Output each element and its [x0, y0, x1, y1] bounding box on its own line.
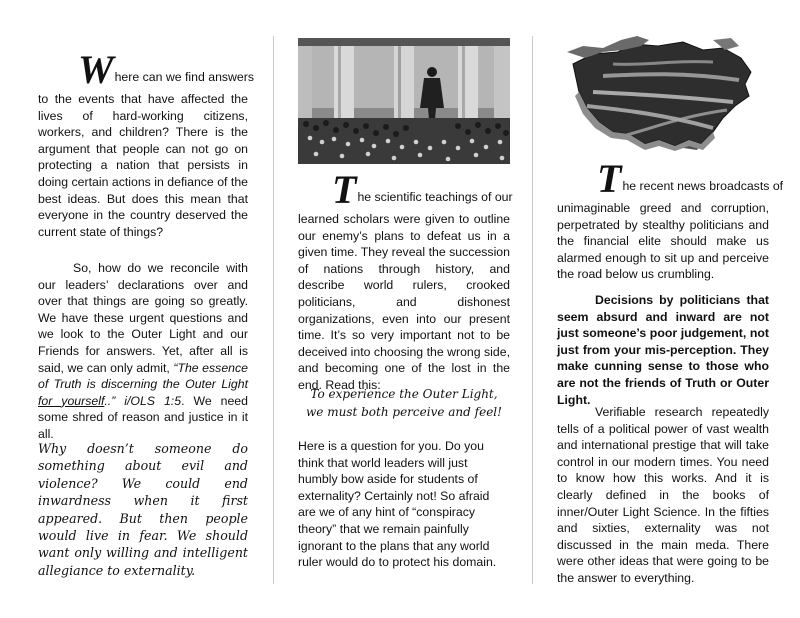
paragraph-2-text: So, how do we reconcile with our leaders’ declarations over and over that things are going so greatly. We have these urgent questions and we look to the Outer Light and our Friends for answers. Yet, after all is said, we can only admit,	[38, 261, 248, 375]
dropcap-w: W	[78, 47, 114, 92]
column-right	[557, 0, 784, 618]
quote-part-2: ..” i/OLS 1:5	[104, 393, 182, 408]
column-right-paragraph-1: unimaginable greed and corruption, perpetrated by stealthy politicians and the financial elite should make us alarmed enough to sit up and perceive the road below us crumbling.	[557, 201, 769, 282]
column-left-heading-line	[78, 47, 255, 92]
column-left-paragraph-1: to the events that have affected the lives of hard-working citizens, workers, and children? There is the argument that people can not go on protecting a nation that persists in doing certain actions in defiance of the best ideas. But does this mean that everyone in the country deserved the current state of things?	[38, 92, 248, 239]
paragraph-3-text: Verifiable research repeatedly tells of a political power of vast wealth and international prestige that will take control in our modern times. You need to know how this works. And it is clearly defined in the books of inner/Outer Light Science. In the fifties and sixties, externality was not discussed in the main meda. There were other ideas that were going to be the answer to everything.	[557, 405, 769, 585]
column-divider-right	[532, 36, 533, 584]
paragraph-2-end: . We need some shred of reason and justice in it all.	[38, 393, 248, 441]
column-right-heading-line	[597, 156, 784, 201]
quote-underlined: for yourself	[38, 393, 105, 408]
column-middle-paragraph-2: Here is a question for you. Do you think that world leaders will just humbly bow aside for students of externality? Certainly not! So afraid are we of any hint of “conspiracy theory” that we remain painfully ignorant to the plans that any world ruler would do to protect his domain.	[298, 439, 497, 570]
bold-paragraph-text: Decisions by politicians that seem absurd and inward are not just someone’s poor judgement, not just from your mis-perception. They make cunning sense to those who are not the friends of Truth or Outer Light.	[557, 293, 769, 407]
dropcap-t-right: T	[597, 156, 622, 201]
first-line-rest: here can we find answers	[114, 70, 255, 84]
crowd-statue-photo	[298, 38, 510, 164]
callout-quote	[298, 386, 510, 421]
first-line-rest: he recent news broadcasts of	[622, 179, 784, 193]
callout-line-2: we must both perceive and feel!	[306, 404, 502, 419]
column-middle-paragraph-1: learned scholars were given to outline our enemy’s plans to defeat us in a given time. They reveal the succession of nations through history, and describe world rulers, crooked politicians, and dishonest organizations, even into our present time. It’s so very important not to be deceived into choosing the wrong side, and becoming one of the lost in the end. Read this:	[298, 212, 510, 392]
column-left-paragraph-2	[38, 260, 248, 443]
column-left	[38, 0, 255, 618]
column-divider-left	[273, 36, 274, 584]
dropcap-t-middle: T	[332, 167, 357, 212]
column-middle	[298, 0, 513, 618]
callout-line-1: To experience the Outer Light,	[310, 387, 498, 401]
column-middle-heading-line	[332, 167, 513, 212]
column-right-bold-paragraph	[557, 292, 769, 408]
column-left-italic-paragraph: Why doesn’t someone do something about evil and violence? We could end inwardness when it first appeared. But then people would live in fear. We should want only willing and intelligent allegiance to externality.	[38, 441, 248, 578]
first-line-rest: he scientific teachings of our	[357, 190, 513, 204]
north-america-map	[563, 36, 763, 151]
column-right-paragraph-3	[557, 404, 769, 587]
quote-part-1: “The essence of Truth is discerning the Outer Light	[38, 360, 248, 392]
